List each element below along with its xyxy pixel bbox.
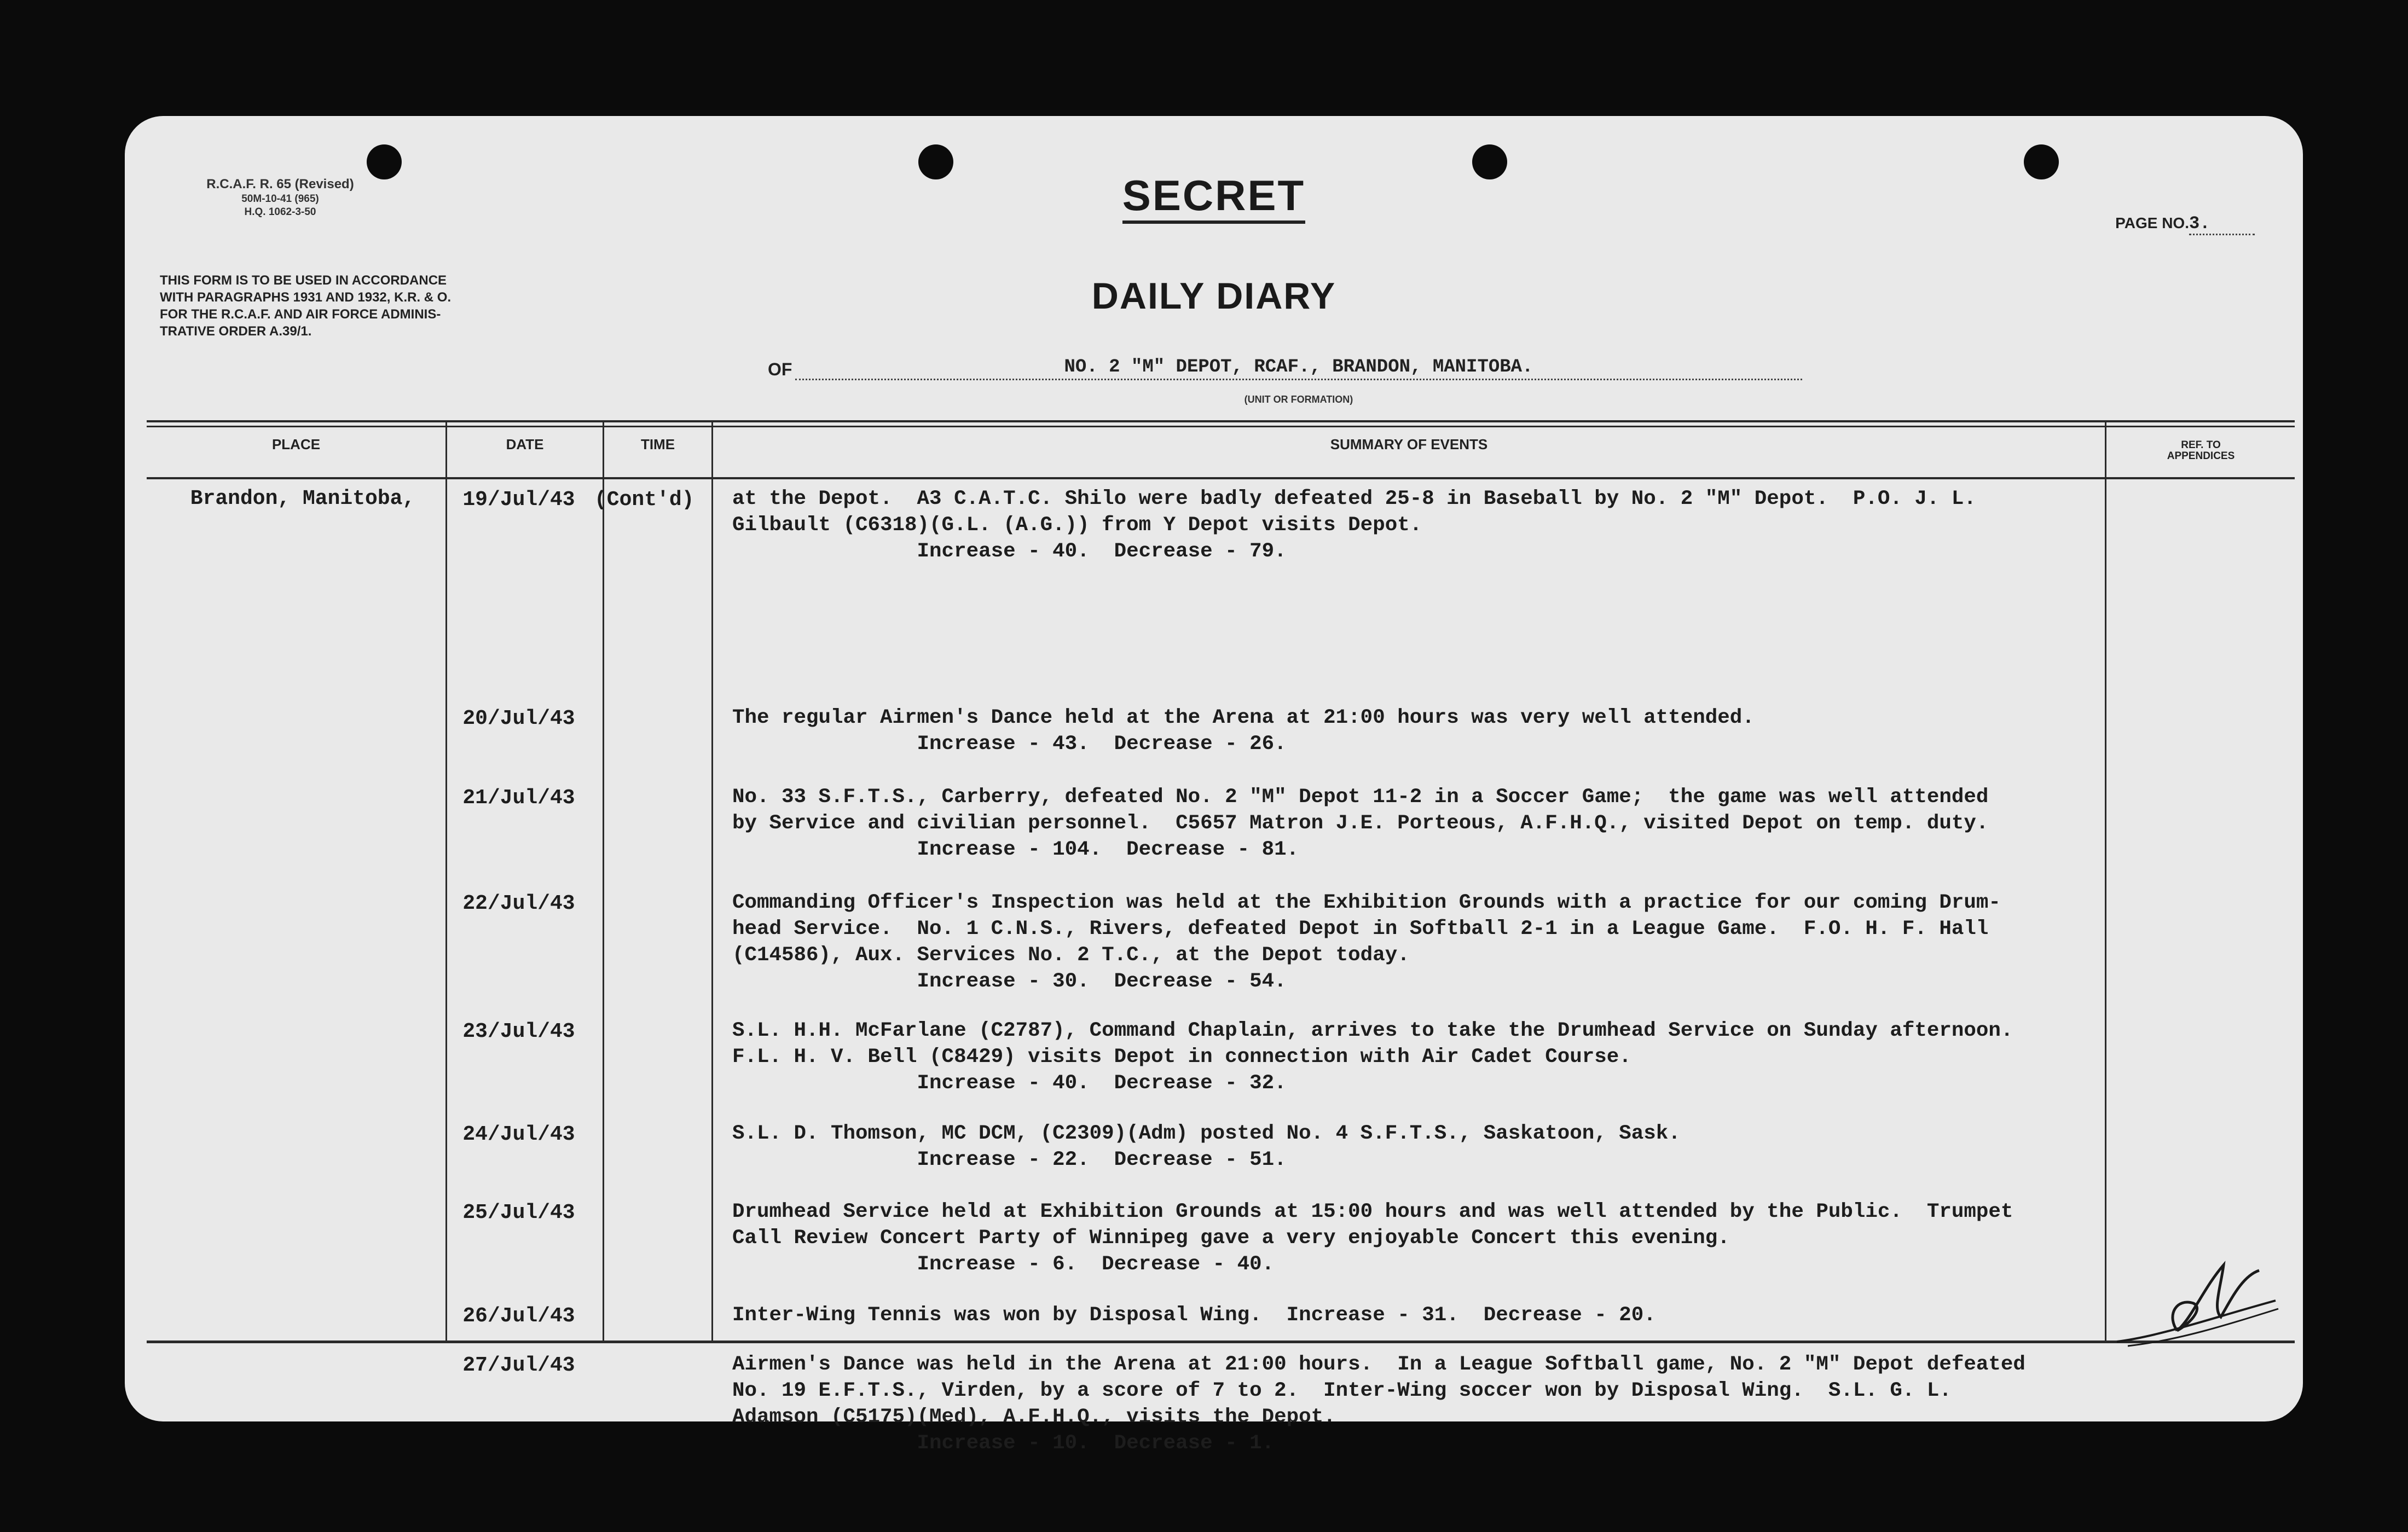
entry-date: 22/Jul/43 [462,892,575,915]
place-value: Brandon, Manitoba, [190,487,415,510]
usage-note-line: FOR THE R.C.A.F. AND AIR FORCE ADMINIS- [160,307,441,322]
summary-line: S.L. D. Thomson, MC DCM, (C2309)(Adm) posted No. 4 S.F.T.S., Saskatoon, Sask. [732,1122,1681,1145]
summary-line: Increase - 43. Decrease - 26. [732,733,1287,756]
entry-summary [732,1302,2122,1328]
summary-line: F.L. H. V. Bell (C8429) visits Depot in connection with Air Cadet Course. [732,1046,1631,1069]
summary-line: Increase - 30. Decrease - 54. [732,970,1287,993]
entry-date: 24/Jul/43 [462,1123,575,1146]
entry-date: 26/Jul/43 [462,1304,575,1328]
classification-text: SECRET [1122,171,1305,224]
entry-summary [732,705,2122,757]
entry-summary [732,890,2122,995]
diary-form-sheet [125,116,2303,1455]
summary-line: Increase - 40. Decrease - 32. [732,1072,1287,1095]
summary-line: Increase - 10. Decrease - 1. [732,1432,1275,1455]
summary-line: Increase - 104. Decrease - 81. [732,838,1299,861]
entry-date: 20/Jul/43 [462,707,575,730]
header-bottom-rule [147,477,2295,479]
page-number [2115,213,2255,235]
unit-formation-caption: (UNIT OR FORMATION) [1244,394,1353,405]
table-top-rule [147,426,2295,427]
column-divider [603,422,604,1342]
entry-summary [732,784,2122,863]
usage-note-line: THIS FORM IS TO BE USED IN ACCORDANCE [160,273,447,288]
summary-line: Increase - 22. Decrease - 51. [732,1148,1287,1171]
entry-time: (Cont'd) [594,488,694,512]
summary-line: (C14586), Aux. Services No. 2 T.C., at the Depot today. [732,944,1410,967]
column-header-time: TIME [640,436,675,452]
column-header-place: PLACE [271,436,321,452]
initials-signature-icon [2095,1254,2287,1353]
summary-line: Inter-Wing Tennis was won by Disposal Wing. Increase - 31. Decrease - 20. [732,1304,1656,1327]
page-number-value: 3. [2189,213,2255,235]
summary-line: Increase - 6. Decrease - 40. [732,1253,1275,1276]
column-header-date: DATE [506,436,544,452]
summary-line: Call Review Concert Party of Winnipeg gave a very enjoyable Concert this evening. [732,1227,1730,1250]
summary-line: Drumhead Service held at Exhibition Grounds at 15:00 hours and was well attended by the Public. Trumpet [732,1200,2013,1223]
summary-line: No. 33 S.F.T.S., Carberry, defeated No. 2 "M" Depot 11-2 in a Soccer Game; the game was well attended [732,786,1989,809]
table-bottom-rule [147,1340,2295,1343]
entry-summary [732,486,2122,565]
summary-line: Gilbault (C6318)(G.L. (A.G.)) from Y Depot visits Depot. [732,514,1422,537]
column-header-summary: SUMMARY OF EVENTS [1330,436,1488,452]
table-top-rule [147,420,2295,422]
document-title: DAILY DIARY [1091,275,1336,317]
column-header-ref [2106,440,2295,462]
unit-formation-value: NO. 2 "M" DEPOT, RCAF., BRANDON, MANITOBA. [795,357,1802,380]
entry-date: 21/Jul/43 [462,786,575,810]
entry-date: 27/Jul/43 [462,1354,575,1377]
usage-note-line: TRATIVE ORDER A.39/1. [160,324,312,339]
entry-date: 19/Jul/43 [462,488,575,512]
entry-summary [732,1018,2122,1096]
entry-summary [732,1121,2122,1173]
summary-line: Adamson (C5175)(Med), A.F.H.Q., visits the Depot. [732,1406,1336,1429]
summary-line: by Service and civilian personnel. C5657 Matron J.E. Porteous, A.F.H.Q., visited Depot on temp. duty. [732,812,1989,835]
form-print-code: 50M-10-41 (965) [241,193,319,205]
column-divider [711,422,713,1342]
summary-line: Airmen's Dance was held in the Arena at 21:00 hours. In a League Softball game, No. 2 "M" Depot defeated [732,1353,2025,1376]
entry-summary [732,1351,2122,1456]
summary-line: at the Depot. A3 C.A.T.C. Shilo were badly defeated 25-8 in Baseball by No. 2 "M" Depot. P.O. J. L. [732,488,1976,510]
ref-header-line: REF. TO [2181,439,2221,451]
classification-heading [125,171,2303,220]
page-number-label: PAGE NO. [2115,214,2189,231]
summary-line: Increase - 40. Decrease - 79. [732,540,1287,563]
summary-line: Commanding Officer's Inspection was held at the Exhibition Grounds with a practice for our coming Drum- [732,891,2001,914]
summary-line: The regular Airmen's Dance held at the Arena at 21:00 hours was very well attended. [732,706,1755,729]
summary-line: No. 19 E.F.T.S., Virden, by a score of 7 to 2. Inter-Wing soccer won by Disposal Wing. S.L. G. L. [732,1379,1952,1402]
summary-line: S.L. H.H. McFarlane (C2787), Command Chaplain, arrives to take the Drumhead Service on Sunday afternoon. [732,1019,2013,1042]
usage-note-line: WITH PARAGRAPHS 1931 AND 1932, K.R. & O. [160,290,452,305]
ref-header-line: APPENDICES [2167,450,2235,462]
summary-line: head Service. No. 1 C.N.S., Rivers, defeated Depot in Softball 2-1 in a League Game. F.O. H. F. Hall [732,918,1989,941]
form-id-text: R.C.A.F. R. 65 (Revised) [206,177,354,192]
form-hq-code: H.Q. 1062-3-50 [244,206,316,218]
entry-summary [732,1199,2122,1278]
entry-date: 23/Jul/43 [462,1020,575,1043]
of-label: OF [768,359,792,379]
entry-date: 25/Jul/43 [462,1201,575,1225]
